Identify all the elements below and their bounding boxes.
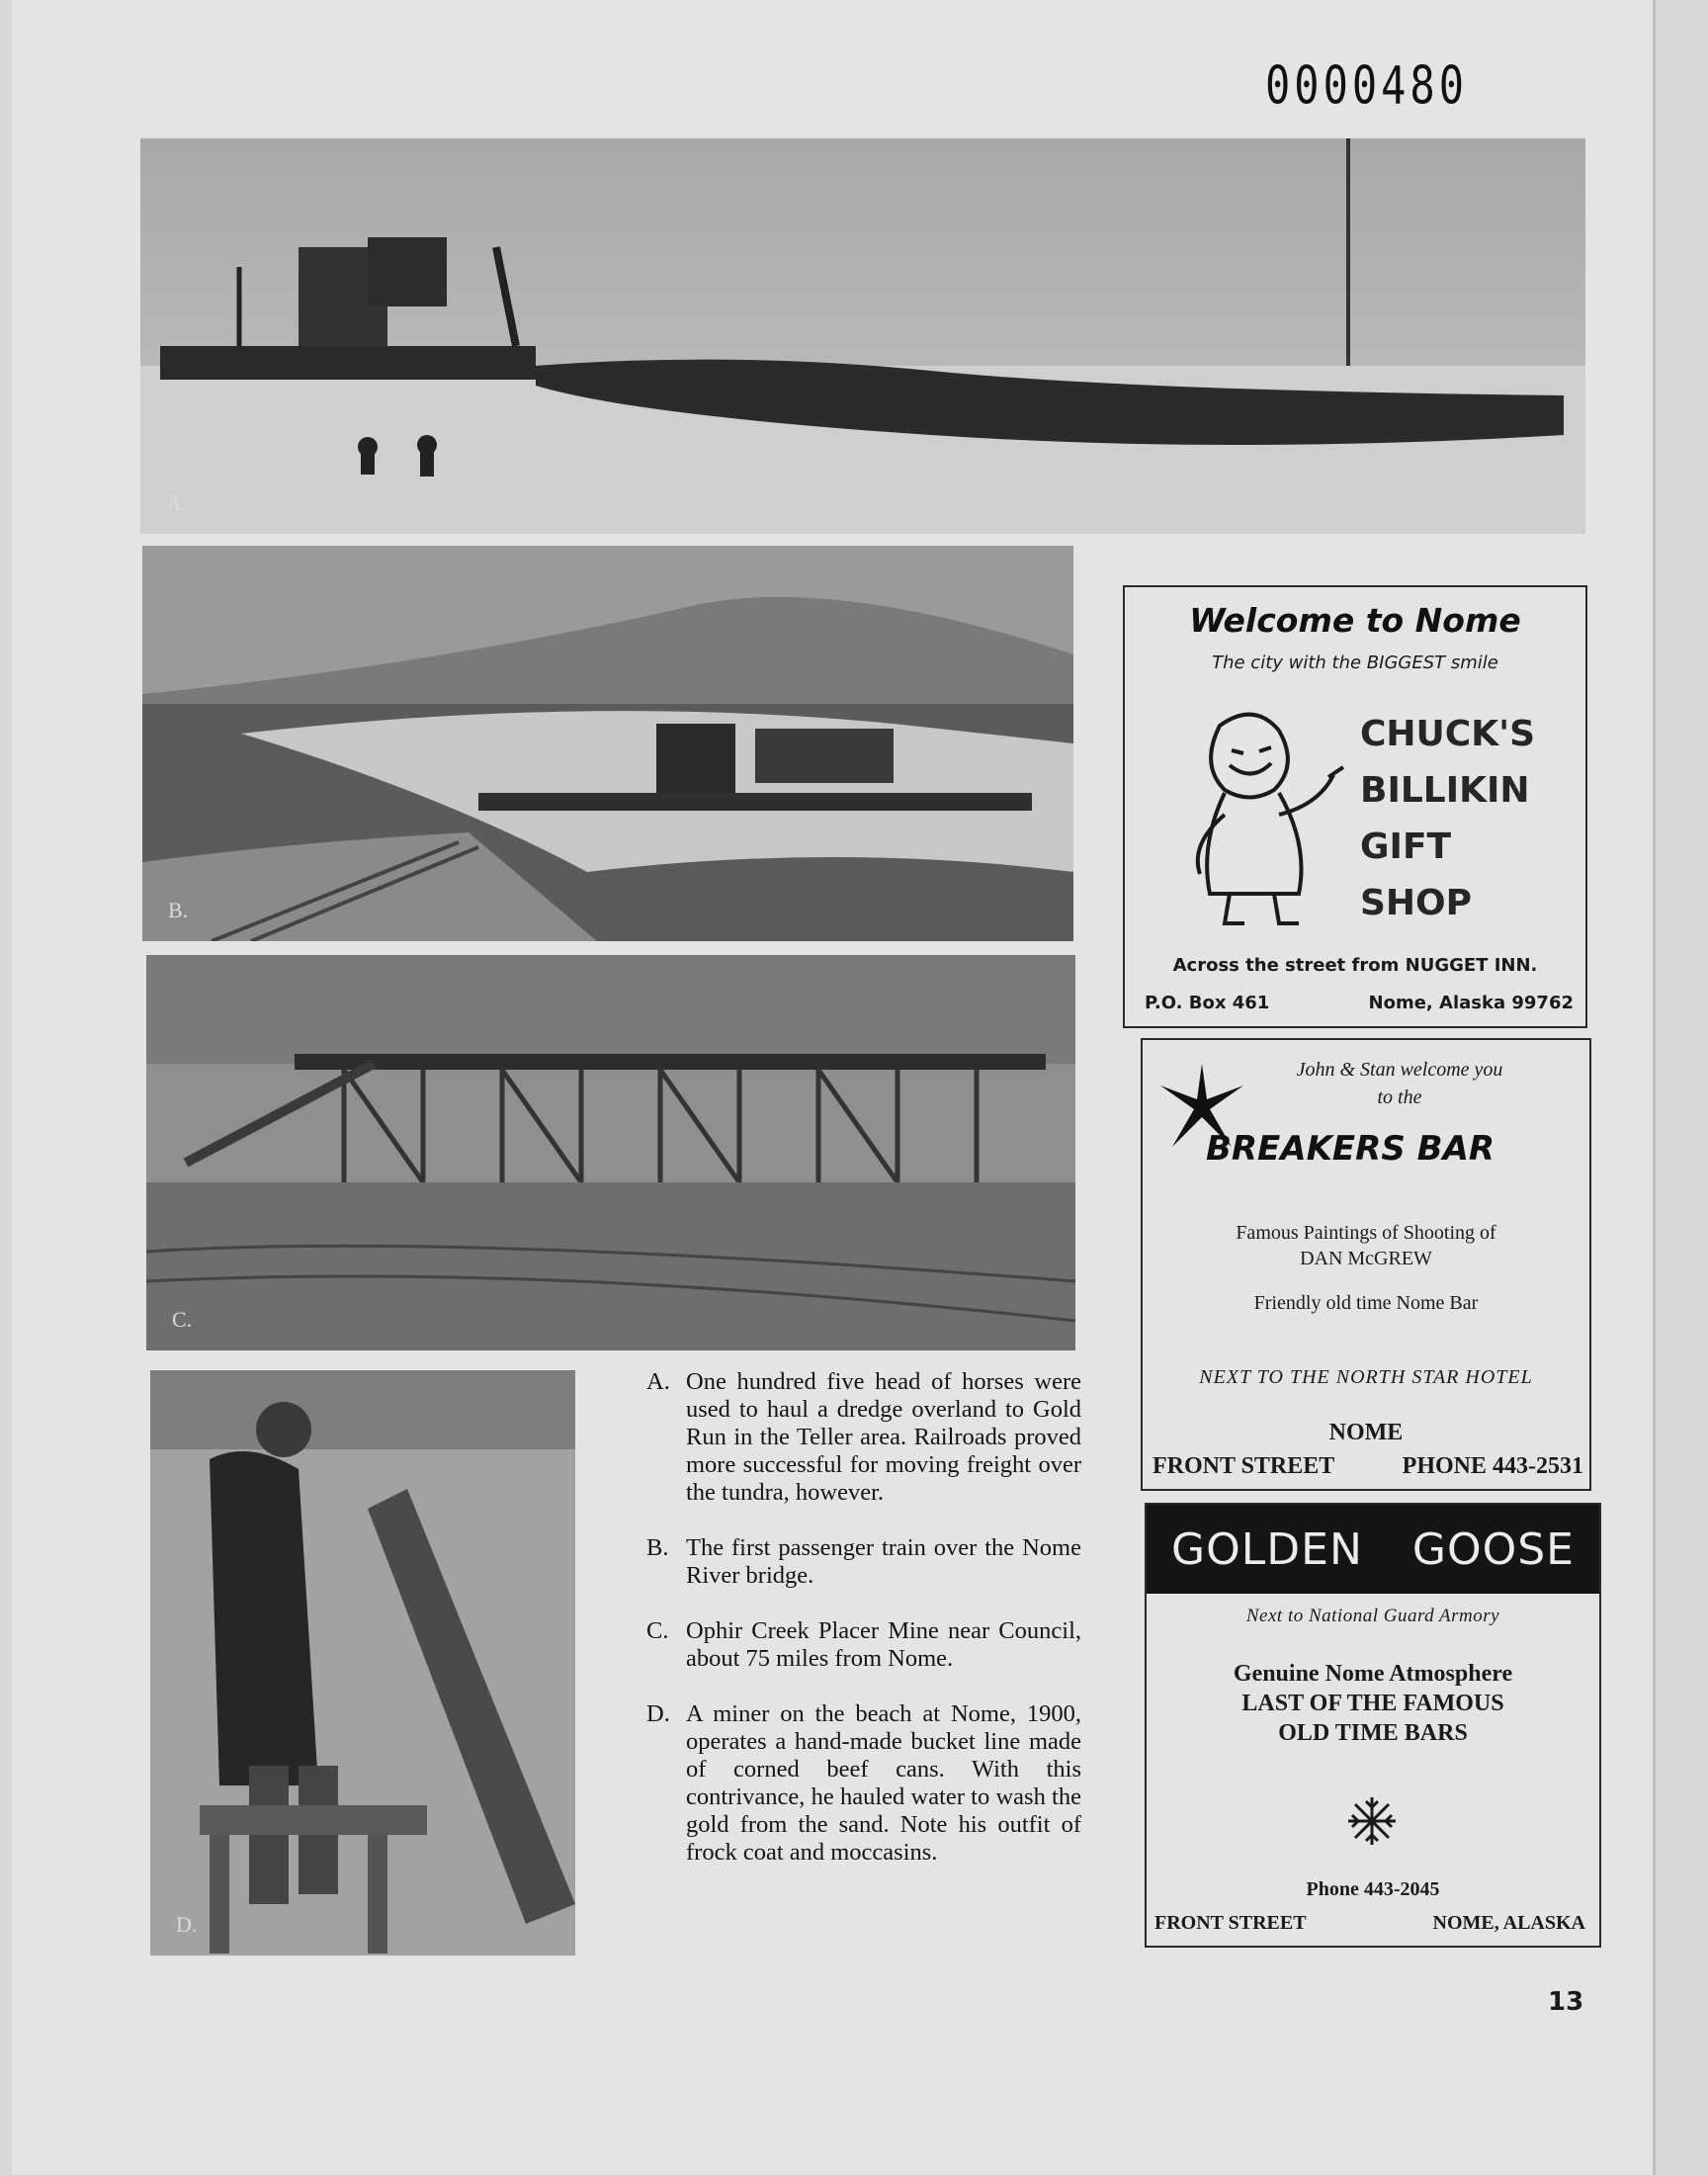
caption-letter: A. [646,1368,670,1395]
photo-c-placer-mine [146,955,1075,1350]
caption-d [646,1700,1081,1867]
ad-paintings [1143,1220,1589,1271]
photo-c-image [146,955,1075,1350]
caption-text: A miner on the beach at Nome, 1900, operates a hand-made bucket line made of corned beef cans. With this contrivance, he hauled water to wash the gold from the sand. Note his outfit of frock coat and moccasins. [686,1700,1081,1866]
caption-letter: C. [646,1617,669,1644]
ad-paintings-line: Famous Paintings of Shooting of [1236,1222,1496,1244]
caption-text: One hundred five head of horses were used to haul a dredge overland to Gold Run in the Teller area. Railroads proved more successful for moving freight over the tundra, however. [686,1368,1081,1506]
ad-paintings-line: DAN McGREW [1300,1248,1432,1269]
caption-letter: D. [646,1700,670,1727]
ad-location: Next to National Guard Armory [1245,1606,1500,1626]
ad-phone: PHONE 443-2531 [1402,1453,1583,1479]
ad-location: Across the street from NUGGET INN. [1172,955,1538,976]
photo-a-horses-dredge [140,138,1585,534]
caption-text: The first passenger train over the Nome River bridge. [686,1534,1081,1589]
shop-name-line: CHUCK'S [1360,714,1536,754]
ad-banner-word: GOOSE [1411,1523,1575,1575]
ad-welcome-line: John & Stan welcome you [1296,1059,1503,1081]
ad-banner [1147,1505,1599,1594]
document-number: 0000480 [1265,54,1469,117]
photo-d-image [150,1370,575,1956]
photo-a-image [140,138,1585,534]
ad-golden-goose [1145,1503,1601,1948]
photo-c-label: C. [172,1307,193,1332]
caption-letter: B. [646,1534,669,1561]
ad-city: NOME [1328,1420,1404,1445]
ad-line: OLD TIME BARS [1278,1720,1468,1746]
ad-line: Genuine Nome Atmosphere [1233,1661,1513,1687]
page-number: 13 [1548,1987,1584,2017]
ad-title: Welcome to Nome [1189,601,1521,640]
ad-tagline: Friendly old time Nome Bar [1253,1292,1479,1314]
snowflake-icon [1344,1793,1400,1849]
ad-location: NEXT TO THE NORTH STAR HOTEL [1199,1366,1533,1388]
caption-a [646,1368,1081,1507]
ad-welcome-line: to the [1377,1087,1422,1108]
ad-po-box: P.O. Box 461 [1145,993,1270,1013]
ad-chucks-billikin-gift-shop [1123,585,1587,1028]
ad-line: LAST OF THE FAMOUS [1241,1691,1504,1716]
ad-subtitle: The city with the BIGGEST smile [1212,652,1498,673]
ad-city: NOME, ALASKA [1432,1912,1585,1934]
magazine-page [12,0,1656,2175]
shop-name [1360,706,1535,931]
photo-b-label: B. [168,898,189,922]
photo-d-miner [150,1370,575,1956]
ad-bar-name: BREAKERS BAR [1205,1129,1495,1169]
shop-name-line: BILLIKIN [1360,770,1530,811]
shop-name-line: SHOP [1360,883,1473,923]
photo-d-label: D. [176,1912,198,1937]
ad-welcome [1202,1056,1597,1111]
photo-a-label: A. [166,490,188,515]
ad-phone: Phone 443-2045 [1306,1878,1440,1900]
ad-breakers-bar [1141,1038,1591,1491]
shop-name-line: GIFT [1360,826,1452,867]
caption-b [646,1534,1081,1590]
photo-captions [646,1368,1081,1894]
photo-b-train-bridge [142,546,1073,941]
caption-c [646,1617,1081,1673]
ad-banner-word: GOLDEN [1171,1523,1363,1575]
ad-street: FRONT STREET [1153,1453,1335,1479]
ad-city: Nome, Alaska 99762 [1368,993,1574,1013]
ad-street: FRONT STREET [1154,1912,1307,1934]
billikin-illustration [1160,706,1348,933]
photo-b-image [142,546,1073,941]
caption-text: Ophir Creek Placer Mine near Council, about 75 miles from Nome. [686,1617,1081,1672]
